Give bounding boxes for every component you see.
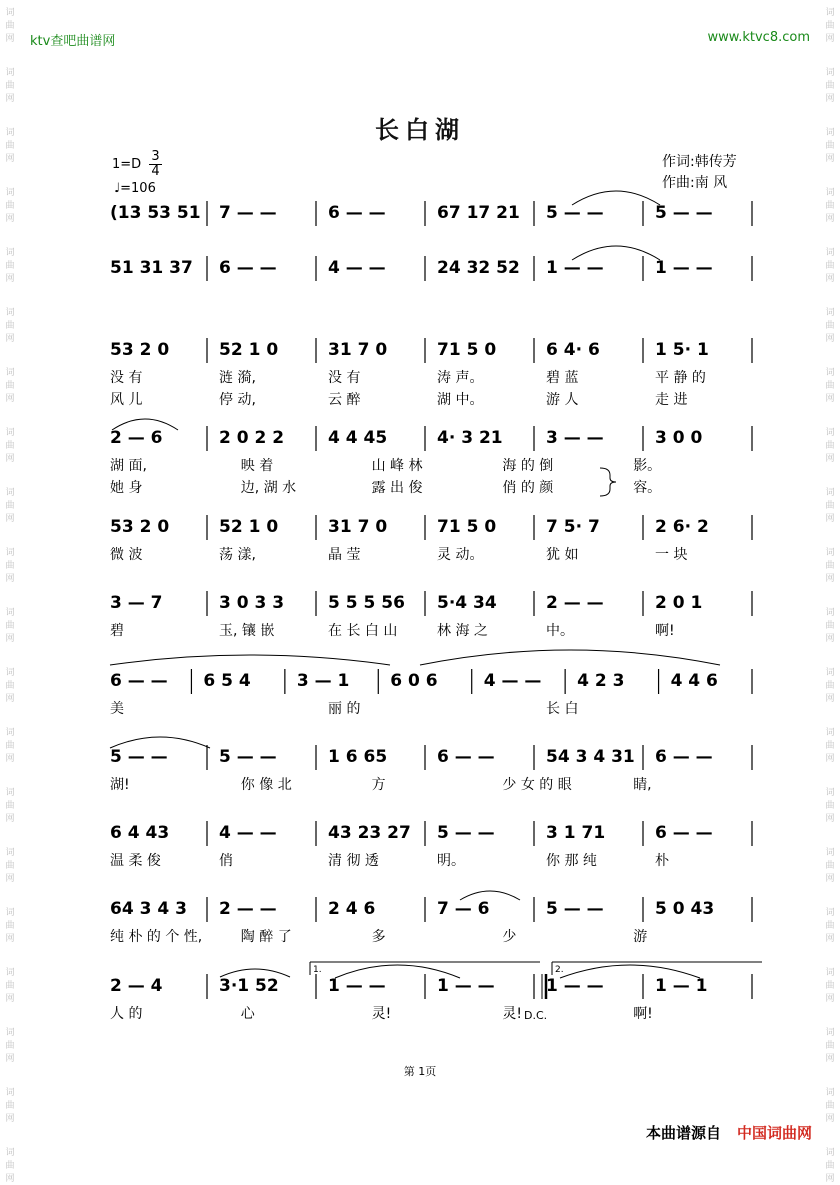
watermark-glyph: 网 [825,34,835,44]
measure-notes: 2 — — [219,899,277,919]
lyric-syllables: 温 柔 俊 [110,853,161,869]
watermark-glyph: 词 [5,608,15,618]
watermark-glyph: 网 [825,454,835,464]
watermark-glyph: 词 [825,428,835,438]
watermark-glyph: 词 [5,908,15,918]
watermark-glyph: 曲 [5,801,15,811]
watermark-glyph: 网 [5,814,15,824]
watermark-glyph: 曲 [5,261,15,271]
watermark-glyph: 网 [5,694,15,704]
lyric-syllables: 容。 [633,480,662,496]
watermark-glyph: 曲 [825,561,835,571]
watermark-glyph: 词 [825,308,835,318]
measure-notes: 4· 3 21 [437,428,503,448]
measure-notes: 1 — 1 [655,976,708,996]
watermark-glyph: 词 [5,1088,15,1098]
watermark-glyph: 网 [825,214,835,224]
watermark-glyph: 网 [5,934,15,944]
watermark-glyph: 网 [5,514,15,524]
measure-notes: 2 — 4 [110,976,163,996]
song-title: 长白湖 [375,116,465,144]
lyric-syllables: 涟 漪, [219,370,256,386]
measure-notes: 52 1 0 [219,517,279,537]
lyric-syllables: 朴 [655,853,669,869]
watermark-glyph: 网 [5,394,15,404]
lyric-syllables: 游 人 [546,392,579,408]
lyric-syllables: 睛, [633,777,652,793]
watermark-glyph: 网 [825,934,835,944]
lyric-syllables: 明。 [437,853,465,869]
measure-notes: 3 0 0 [655,428,703,448]
watermark-glyph: 词 [5,368,15,378]
lyric-syllables: 露 出 俊 [371,480,423,496]
watermark-glyph: 词 [825,548,835,558]
measure-notes: 5 5 5 56 [328,593,405,613]
lyric-syllables: 微 波 [110,547,143,563]
watermark-glyph: 曲 [5,981,15,991]
watermark-glyph: 曲 [5,501,15,511]
watermark-glyph: 网 [5,334,15,344]
watermark-glyph: 词 [5,548,15,558]
lyric-syllables: 人 的 [110,1006,143,1022]
watermark-glyph: 网 [825,274,835,284]
watermark-glyph: 词 [5,128,15,138]
watermark-glyph: 词 [825,188,835,198]
watermark-glyph: 曲 [5,921,15,931]
lyric-syllables: 啊! [655,623,675,639]
measure-notes: 7 5· 7 [546,517,600,537]
watermark-glyph: 词 [5,188,15,198]
time-numerator: 3 [151,149,160,164]
watermark-glyph: 曲 [825,321,835,331]
lyric-syllables: 长 白 [546,701,579,717]
watermark-glyph: 曲 [5,81,15,91]
watermark-glyph: 曲 [825,21,835,31]
measure-notes: 53 2 0 [110,340,170,360]
measure-notes: 6 — — [219,258,277,278]
measure-notes: 7 — — [219,203,277,223]
watermark-glyph: 网 [5,754,15,764]
lyric-syllables: 陶 醉 了 [240,929,292,945]
measure-notes: 5 — — [546,899,604,919]
lyric-syllables: 少 女 的 眼 [502,777,572,793]
watermark-glyph: 词 [825,668,835,678]
watermark-glyph: 网 [825,94,835,104]
lyric-syllables: 灵! [371,1006,392,1022]
watermark-glyph: 网 [825,814,835,824]
lyric-syllables: 在 长 白 山 [328,623,398,639]
time-denominator: 4 [151,164,160,179]
watermark-glyph: 网 [825,574,835,584]
lyric-syllables: 丽 的 [328,701,361,717]
watermark-glyph: 曲 [5,321,15,331]
watermark-glyph: 曲 [5,21,15,31]
watermark-glyph: 曲 [825,741,835,751]
watermark-glyph: 词 [825,728,835,738]
lyric-syllables: 灵! [502,1006,523,1022]
measure-notes: 67 17 21 [437,203,520,223]
da-capo-mark: D.C. [524,1009,548,1022]
verse-brace [600,468,616,496]
lyric-syllables: 没 有 [328,370,361,386]
measure-notes: 51 31 37 [110,258,193,278]
measure-notes: 64 3 4 3 [110,899,187,919]
lyric-syllables: 你 像 北 [240,777,292,793]
lyric-syllables: 林 海 之 [437,623,488,639]
watermark-glyph: 网 [5,1174,15,1184]
slur [420,650,720,665]
measure-notes: 54 3 4 31 [546,747,635,767]
watermark-glyph: 网 [825,154,835,164]
watermark-glyph: 词 [5,248,15,258]
lyric-syllables: 晶 莹 [328,547,361,563]
measure-notes: 1 — — [328,976,386,996]
lyric-syllables: 犹 如 [546,547,579,563]
watermark-glyph: 网 [5,1054,15,1064]
lyric-syllables: 湖! [110,777,130,793]
lyric-syllables: 湖 面, [110,458,147,474]
watermark-glyph: 网 [825,874,835,884]
measure-notes: 1 6 65 [328,747,388,767]
measure-notes: 5 — — [546,203,604,223]
measure-notes: 6 — — [655,747,713,767]
measure-notes: 3 — — [546,428,604,448]
watermark-glyph: 网 [825,514,835,524]
watermark-glyph: 网 [825,754,835,764]
lyric-syllables: 映 着 [240,458,274,474]
measure-notes: 43 23 27 [328,823,411,843]
measure-notes: 6 5 4 [203,671,251,691]
measure-notes: 6 4· 6 [546,340,600,360]
watermark-glyph: 网 [825,694,835,704]
measure-notes: 1 5· 1 [655,340,709,360]
header-site-name[interactable]: ktv查吧曲谱网 [30,34,116,49]
watermark-glyph: 曲 [825,681,835,691]
measure-notes: 1 — — [655,258,713,278]
lyric-syllables: 心 [240,1006,255,1022]
lyric-syllables: 走 进 [655,392,688,408]
lyric-syllables: 风 儿 [110,392,143,408]
lyric-syllables: 方 [371,777,386,793]
measure-notes: 5 0 43 [655,899,715,919]
watermark-glyph: 曲 [825,381,835,391]
watermark-glyph: 词 [825,1028,835,1038]
lyric-syllables: 一 块 [655,547,688,563]
page-number: 第 1页 [403,1065,437,1078]
watermark-glyph: 曲 [5,861,15,871]
watermark-glyph: 词 [5,728,15,738]
measure-notes: 6 — — [655,823,713,843]
lyric-syllables: 涛 声。 [437,370,484,386]
lyric-syllables: 山 峰 林 [371,458,423,474]
watermark-glyph: 网 [5,1114,15,1124]
watermark-glyph: 网 [825,994,835,1004]
measure-notes: 3 1 71 [546,823,606,843]
watermark-glyph: 曲 [5,1041,15,1051]
measure-notes: 7 — 6 [437,899,490,919]
watermark-glyph: 词 [825,788,835,798]
measure-notes: 2 0 2 2 [219,428,285,448]
watermark-glyph: 网 [5,574,15,584]
watermark-glyph: 曲 [5,561,15,571]
watermark-glyph: 曲 [825,441,835,451]
watermark-glyph: 词 [5,968,15,978]
watermark-glyph: 词 [5,668,15,678]
watermark-glyph: 网 [5,154,15,164]
measure-notes: 6 — — [110,671,168,691]
watermark-glyph: 曲 [5,681,15,691]
lyric-syllables: 俏 [219,853,233,869]
watermark-glyph: 曲 [5,201,15,211]
measure-notes: 6 0 6 [390,671,438,691]
lyricist: 作词:韩传芳 [662,154,737,170]
watermark-glyph: 词 [825,908,835,918]
measure-notes: 1 — — [437,976,495,996]
watermark-glyph: 词 [825,848,835,858]
watermark-glyph: 词 [5,788,15,798]
measure-notes: 71 5 0 [437,340,497,360]
watermark-glyph: 词 [825,608,835,618]
watermark-glyph: 曲 [825,501,835,511]
measure-notes: 4 — — [483,671,542,691]
watermark-glyph: 曲 [5,1101,15,1111]
lyric-syllables: 清 彻 透 [328,853,379,869]
measure-notes: 53 2 0 [110,517,170,537]
measure-notes: 6 4 43 [110,823,170,843]
measure-notes: 4 — — [219,823,277,843]
lyric-syllables: 少 [502,929,517,945]
measure-notes: 5 — — [437,823,495,843]
lyric-syllables: 云 醉 [328,392,361,408]
tempo: =106 [120,181,156,196]
lyric-syllables: 碧 蓝 [546,370,579,386]
lyric-syllables: 边, 湖 水 [240,480,297,496]
watermark-glyph: 词 [5,848,15,858]
measure-notes: 2 — — [546,593,604,613]
measure-notes: 5 — — [655,203,713,223]
watermark-glyph: 网 [5,874,15,884]
watermark-glyph: 曲 [5,741,15,751]
watermark-glyph: 曲 [825,1161,835,1171]
watermark-glyph: 词 [825,128,835,138]
watermark-glyph: 词 [5,1028,15,1038]
watermark-glyph: 词 [5,308,15,318]
measure-notes: 2 0 1 [655,593,703,613]
lyric-syllables: 海 的 倒 [502,458,554,474]
watermark-glyph: 词 [5,68,15,78]
watermark-glyph: 网 [5,34,15,44]
watermark-glyph: 网 [825,634,835,644]
watermark-glyph: 曲 [5,1161,15,1171]
watermark-glyph: 词 [825,1148,835,1158]
header-site-url[interactable]: www.ktvc8.com [707,30,810,45]
measure-notes: 1 — — [546,976,604,996]
watermark-glyph: 曲 [825,861,835,871]
watermark-glyph: 曲 [825,141,835,151]
watermark-glyph: 网 [5,94,15,104]
measure-notes: 2 4 6 [328,899,376,919]
lyric-syllables: 游 [633,929,648,945]
composer: 作曲:南 风 [662,175,728,191]
watermark-glyph: 词 [825,488,835,498]
watermark-glyph: 词 [825,8,835,18]
watermark-glyph: 网 [825,394,835,404]
volta-label-second: 2. [555,965,564,975]
watermark-glyph: 曲 [825,921,835,931]
lyric-syllables: 湖 中。 [437,392,484,408]
lyric-syllables: 你 那 纯 [546,853,597,869]
measure-notes: 1 — — [546,258,604,278]
lyric-syllables: 俏 的 颜 [502,480,554,496]
watermark-glyph: 曲 [825,801,835,811]
watermark-glyph: 曲 [825,201,835,211]
lyric-syllables: 纯 朴 的 个 性, [110,929,203,945]
measure-notes: 3·1 52 [219,976,279,996]
watermark-glyph: 曲 [5,381,15,391]
key-signature: 1=D [112,157,142,172]
measure-notes: 71 5 0 [437,517,497,537]
watermark-glyph: 网 [825,1174,835,1184]
measure-notes: 31 7 0 [328,340,388,360]
lyric-syllables: 中。 [546,623,574,639]
source-credit [646,1122,812,1143]
watermark-glyph: 网 [5,634,15,644]
measure-notes: 4 4 45 [328,428,388,448]
watermark-glyph: 词 [825,1088,835,1098]
measure-notes: 3 — 7 [110,593,163,613]
lyric-syllables: 美 [110,701,124,717]
measure-notes: 52 1 0 [219,340,279,360]
watermark-glyph: 曲 [825,621,835,631]
lyric-syllables: 碧 [110,623,124,639]
watermark-glyph: 词 [5,488,15,498]
measure-notes: 5·4 34 [437,593,497,613]
measure-notes: 5 — — [219,747,277,767]
lyric-syllables: 啊! [633,1006,653,1022]
measure-notes: 4 4 6 [670,671,718,691]
watermark-glyph: 词 [825,68,835,78]
watermark-glyph: 网 [5,994,15,1004]
lyric-syllables: 灵 动。 [437,547,484,563]
watermark-glyph: 曲 [5,441,15,451]
measure-notes: 3 0 3 3 [219,593,285,613]
source-label: 本曲谱源自 [645,1124,721,1142]
watermark-glyph: 网 [825,1114,835,1124]
watermark-glyph: 网 [825,1054,835,1064]
measure-notes: 6 — — [437,747,495,767]
watermark-glyph: 网 [5,214,15,224]
lyric-syllables: 停 动, [219,392,256,408]
measure-notes: 24 32 52 [437,258,520,278]
lyric-syllables: 荡 漾, [219,547,256,563]
watermark-glyph: 曲 [5,141,15,151]
measure-notes: 3 — 1 [296,671,350,691]
quarter-note-icon: ♩ [114,181,121,196]
watermark-glyph: 词 [825,968,835,978]
slur [110,655,390,665]
measure-notes: 4 — — [328,258,386,278]
lyric-syllables: 没 有 [110,370,143,386]
measure-notes: (13 53 51 [110,203,201,223]
watermark-glyph: 曲 [825,1101,835,1111]
lyric-syllables: 她 身 [110,480,143,496]
source-site-link[interactable]: 中国词曲网 [736,1124,812,1142]
watermark-glyph: 网 [5,274,15,284]
measure-notes: 5 — — [110,747,168,767]
watermark-glyph: 网 [825,334,835,344]
watermark-glyph: 曲 [825,981,835,991]
watermark-glyph: 曲 [825,261,835,271]
watermark-glyph: 曲 [825,81,835,91]
watermark-glyph: 网 [5,454,15,464]
lyric-syllables: 平 静 的 [655,370,706,386]
watermark-glyph: 词 [5,1148,15,1158]
lyric-syllables: 影。 [633,458,662,474]
measure-notes: 2 — 6 [110,428,163,448]
watermark-glyph: 曲 [825,1041,835,1051]
watermark-glyph: 曲 [5,621,15,631]
measure-notes: 31 7 0 [328,517,388,537]
watermark-glyph: 词 [5,428,15,438]
lyric-syllables: 玉, 镶 嵌 [219,623,275,639]
measure-notes: 2 6· 2 [655,517,709,537]
volta-label-first: 1. [313,965,322,975]
lyric-syllables: 多 [371,929,386,945]
watermark-glyph: 词 [825,368,835,378]
watermark-glyph: 词 [5,8,15,18]
watermark-glyph: 词 [825,248,835,258]
measure-notes: 6 — — [328,203,386,223]
measure-notes: 4 2 3 [577,671,625,691]
